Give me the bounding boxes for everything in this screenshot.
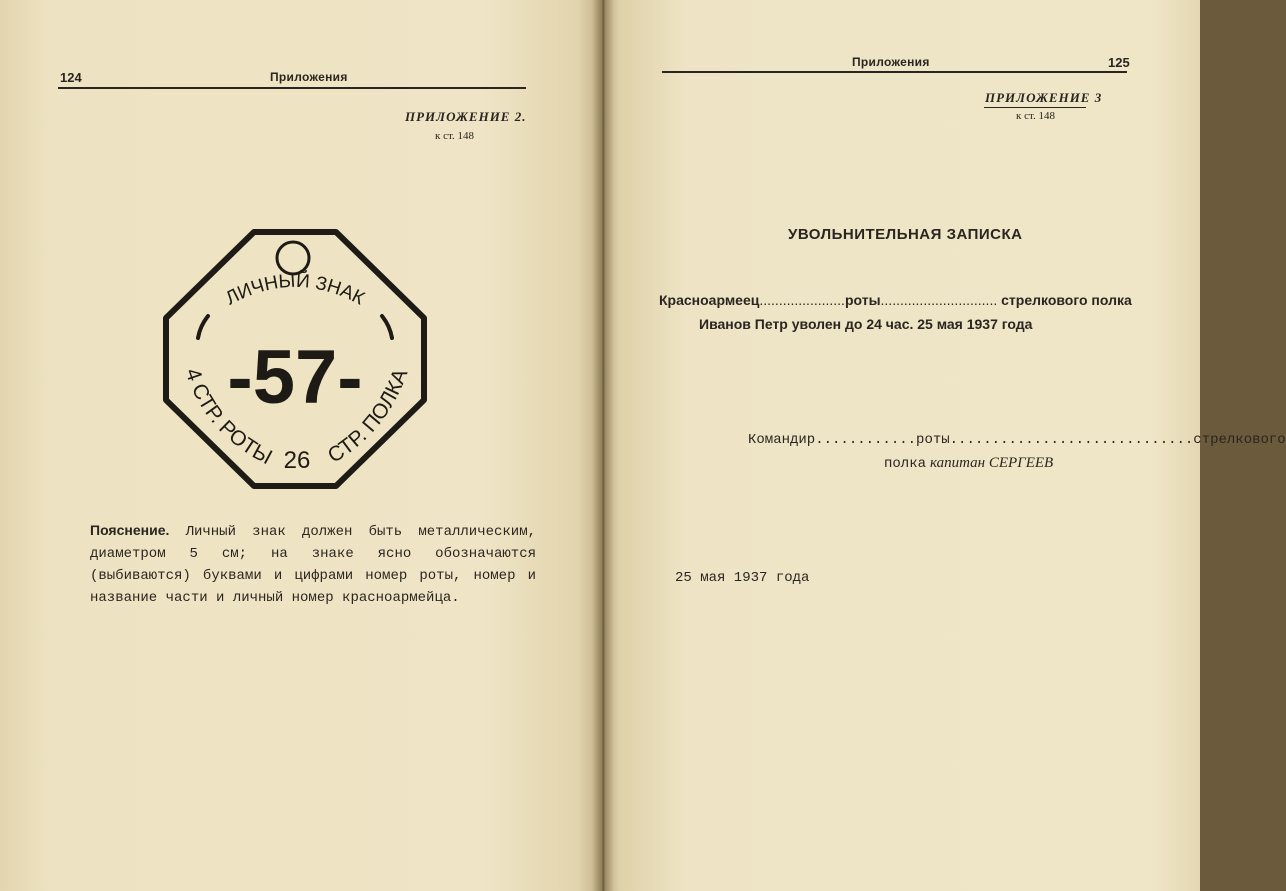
appendix-ref: к ст. 148 xyxy=(1016,110,1055,122)
label-company: роты xyxy=(916,432,950,448)
header-rule xyxy=(662,71,1127,73)
right-page xyxy=(602,0,1286,891)
blank-company: ............................. xyxy=(949,432,1194,448)
document-date: 25 мая 1937 года xyxy=(675,570,810,586)
tag-line1: ЛИЧНЫЙ ЗНАК xyxy=(222,270,368,310)
explanation-paragraph xyxy=(90,519,536,609)
header-rule xyxy=(58,87,526,89)
label-regiment: полка xyxy=(884,456,927,472)
commander-line xyxy=(748,432,1286,448)
explanation-text: Личный знак должен быть металлическим, диаметром 5 см; на знаке ясно обозначаются (выбиваются) буквами и цифрами номер роты, номер и название части и личный номер красноармейца. xyxy=(90,524,536,606)
id-tag-figure xyxy=(160,228,430,490)
blank-commander: ............ xyxy=(815,432,917,448)
tag-number: -57- xyxy=(227,335,363,420)
blank-soldier: ...................... xyxy=(759,292,845,308)
tag-hole xyxy=(277,242,309,274)
running-head: Приложения xyxy=(852,55,930,69)
label-company: роты xyxy=(844,292,881,308)
label-regiment: стрелкового полка xyxy=(1001,292,1132,308)
commander-name: капитан СЕРГЕЕВ xyxy=(930,455,1054,471)
tag-center-number: 26 xyxy=(283,447,311,474)
left-page xyxy=(0,0,602,891)
appendix-title: ПРИЛОЖЕНИЕ 3 xyxy=(985,90,1103,105)
label-commander: Командир xyxy=(748,432,816,448)
label-soldier: Красноармеец xyxy=(659,292,760,308)
label-rifle: стрелкового xyxy=(1193,432,1286,448)
document-heading: УВОЛЬНИТЕЛЬНАЯ ЗАПИСКА xyxy=(788,226,1023,243)
appendix-title: ПРИЛОЖЕНИЕ 2. xyxy=(405,109,527,124)
soldier-line xyxy=(659,292,1132,308)
appendix-ref: к ст. 148 xyxy=(435,130,474,142)
book-gutter xyxy=(592,0,614,891)
page-number: 124 xyxy=(60,70,82,85)
running-head: Приложения xyxy=(270,70,348,84)
explanation-lead: Пояснение. xyxy=(90,522,170,538)
appendix-underline xyxy=(984,107,1086,108)
blank-company: .............................. xyxy=(880,292,998,308)
page-number: 125 xyxy=(1108,55,1130,70)
tag-right-arc: СТР. ПОЛКА xyxy=(323,365,413,468)
leave-line: Иванов Петр уволен до 24 час. 25 мая 1937 года xyxy=(699,316,1033,332)
tag-left-arc: 4 СТР. РОТЫ xyxy=(180,365,276,470)
commander-signature xyxy=(884,454,1053,472)
